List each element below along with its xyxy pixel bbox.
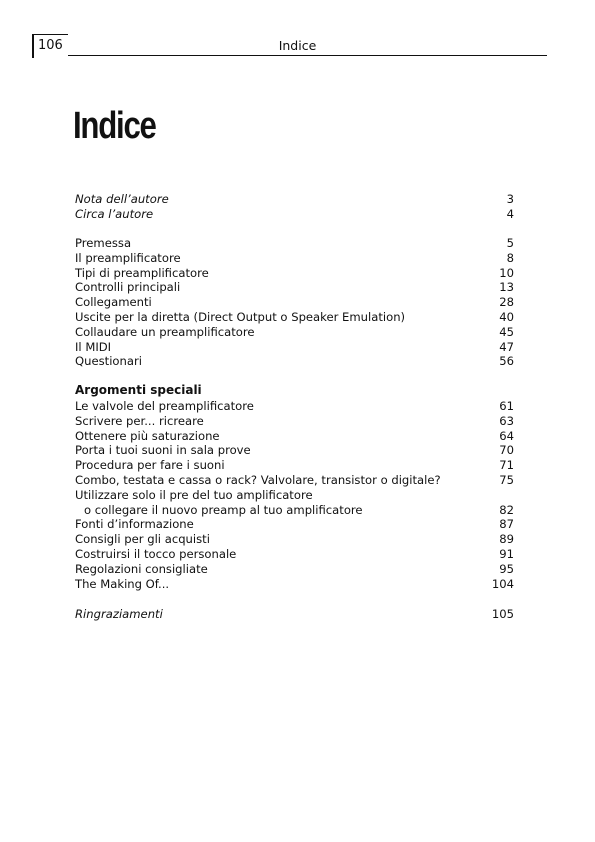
toc-entry-page: 8 [506, 250, 514, 265]
toc-entry [75, 607, 514, 622]
toc-entry-page: 5 [506, 236, 514, 250]
toc-entry [75, 532, 514, 547]
toc-entry [75, 251, 514, 266]
toc-entry-title: Le valvole del preamplificatore [75, 399, 254, 413]
toc-entry-page: 75 [499, 472, 514, 487]
special-section-heading: Argomenti speciali [75, 383, 202, 397]
toc-entry [75, 266, 514, 281]
toc-entry-page: 95 [499, 561, 514, 576]
toc-entry-page: 40 [499, 309, 514, 324]
toc-entry-page: 87 [499, 517, 514, 532]
toc-entry-title: Scrivere per... ricreare [75, 413, 204, 428]
toc-entry [75, 414, 514, 429]
toc-entry-title: o collegare il nuovo preamp al tuo amplificatore [84, 502, 363, 517]
toc-entry-title: Controlli principali [75, 280, 181, 295]
toc-entry-page: 104 [491, 576, 514, 591]
toc-entry [75, 280, 514, 295]
toc-entry-title: Il MIDI [75, 339, 112, 354]
toc-entry-title: Ringraziamenti [75, 607, 163, 621]
toc-entry-title: Costruirsi il tocco personale [75, 546, 237, 561]
toc-entry [75, 207, 514, 222]
toc-entry-page: 82 [499, 502, 514, 517]
header-rule [68, 55, 547, 56]
toc-entry-title: Questionari [75, 354, 142, 369]
toc-entry-title: Combo, testata e cassa o rack? Valvolare, transistor o digitale? [75, 472, 441, 487]
toc-entry [75, 517, 514, 532]
toc-entry-page: 4 [506, 206, 514, 221]
toc-entry [75, 503, 514, 518]
toc-entry-title: Nota dell’autore [75, 192, 169, 206]
toc-entry-page: 13 [499, 280, 514, 295]
toc-entry-page: 28 [499, 295, 514, 310]
toc-entry-title: Tipi di preamplificatore [75, 265, 209, 280]
toc-entry-page: 70 [499, 443, 514, 458]
toc-entry [75, 340, 514, 355]
toc-entry-page: 105 [491, 607, 514, 621]
toc-entry-page: 71 [499, 458, 514, 473]
toc-entry-title: Il preamplificatore [75, 250, 181, 265]
toc-entry-title: The Making Of... [75, 576, 170, 591]
toc-entry [75, 295, 514, 310]
toc-entry-title: Ottenere più saturazione [75, 428, 220, 443]
toc-entry-title: Uscite per la diretta (Direct Output o Speaker Emulation) [75, 309, 406, 324]
toc-entry-title: Porta i tuoi suoni in sala prove [75, 443, 251, 458]
toc-entry-page: 63 [499, 413, 514, 428]
toc-entry-page: 47 [499, 339, 514, 354]
toc-entry [75, 236, 514, 251]
toc-entry [75, 429, 514, 444]
toc-main-section [75, 236, 514, 369]
toc-entry [75, 473, 514, 488]
toc-entry-title: Fonti d’informazione [75, 517, 194, 532]
toc-special-section [75, 399, 514, 591]
toc-closing-section [75, 607, 514, 622]
toc-entry-title: Procedura per fare i suoni [75, 458, 225, 473]
toc-entry-title: Circa l’autore [75, 206, 154, 221]
toc-entry [75, 443, 514, 458]
toc-entry-title: Premessa [75, 236, 132, 250]
toc-entry-page: 89 [499, 532, 514, 547]
page-number: 106 [32, 34, 68, 58]
toc-entry [75, 325, 514, 340]
toc-entry-page: 61 [499, 399, 514, 413]
toc-entry [75, 547, 514, 562]
toc-entry-page: 3 [506, 192, 514, 206]
toc-entry [75, 562, 514, 577]
toc-entry-title: Regolazioni consigliate [75, 561, 208, 576]
toc-entry-page: 45 [499, 324, 514, 339]
toc-entry [75, 458, 514, 473]
toc-entry [75, 488, 514, 503]
running-title: Indice [278, 38, 317, 53]
toc-entry-page: 91 [499, 546, 514, 561]
toc-entry-title: Consigli per gli acquisti [75, 532, 210, 547]
toc-entry-page: 10 [499, 265, 514, 280]
toc-entry-page: 64 [499, 428, 514, 443]
toc-entry [75, 310, 514, 325]
toc-entry [75, 577, 514, 592]
toc-entry [75, 354, 514, 369]
toc-entry [75, 192, 514, 207]
toc-special-heading-wrap [75, 383, 514, 398]
toc-entry-title: Collaudare un preamplificatore [75, 324, 255, 339]
toc-entry-title: Collegamenti [75, 295, 152, 310]
toc-entry-title: Utilizzare solo il pre del tuo amplificatore [75, 487, 313, 502]
toc-author-section [75, 192, 514, 222]
page-title: Indice [73, 105, 156, 147]
toc-entry-page: 56 [499, 354, 514, 369]
toc-entry [75, 399, 514, 414]
